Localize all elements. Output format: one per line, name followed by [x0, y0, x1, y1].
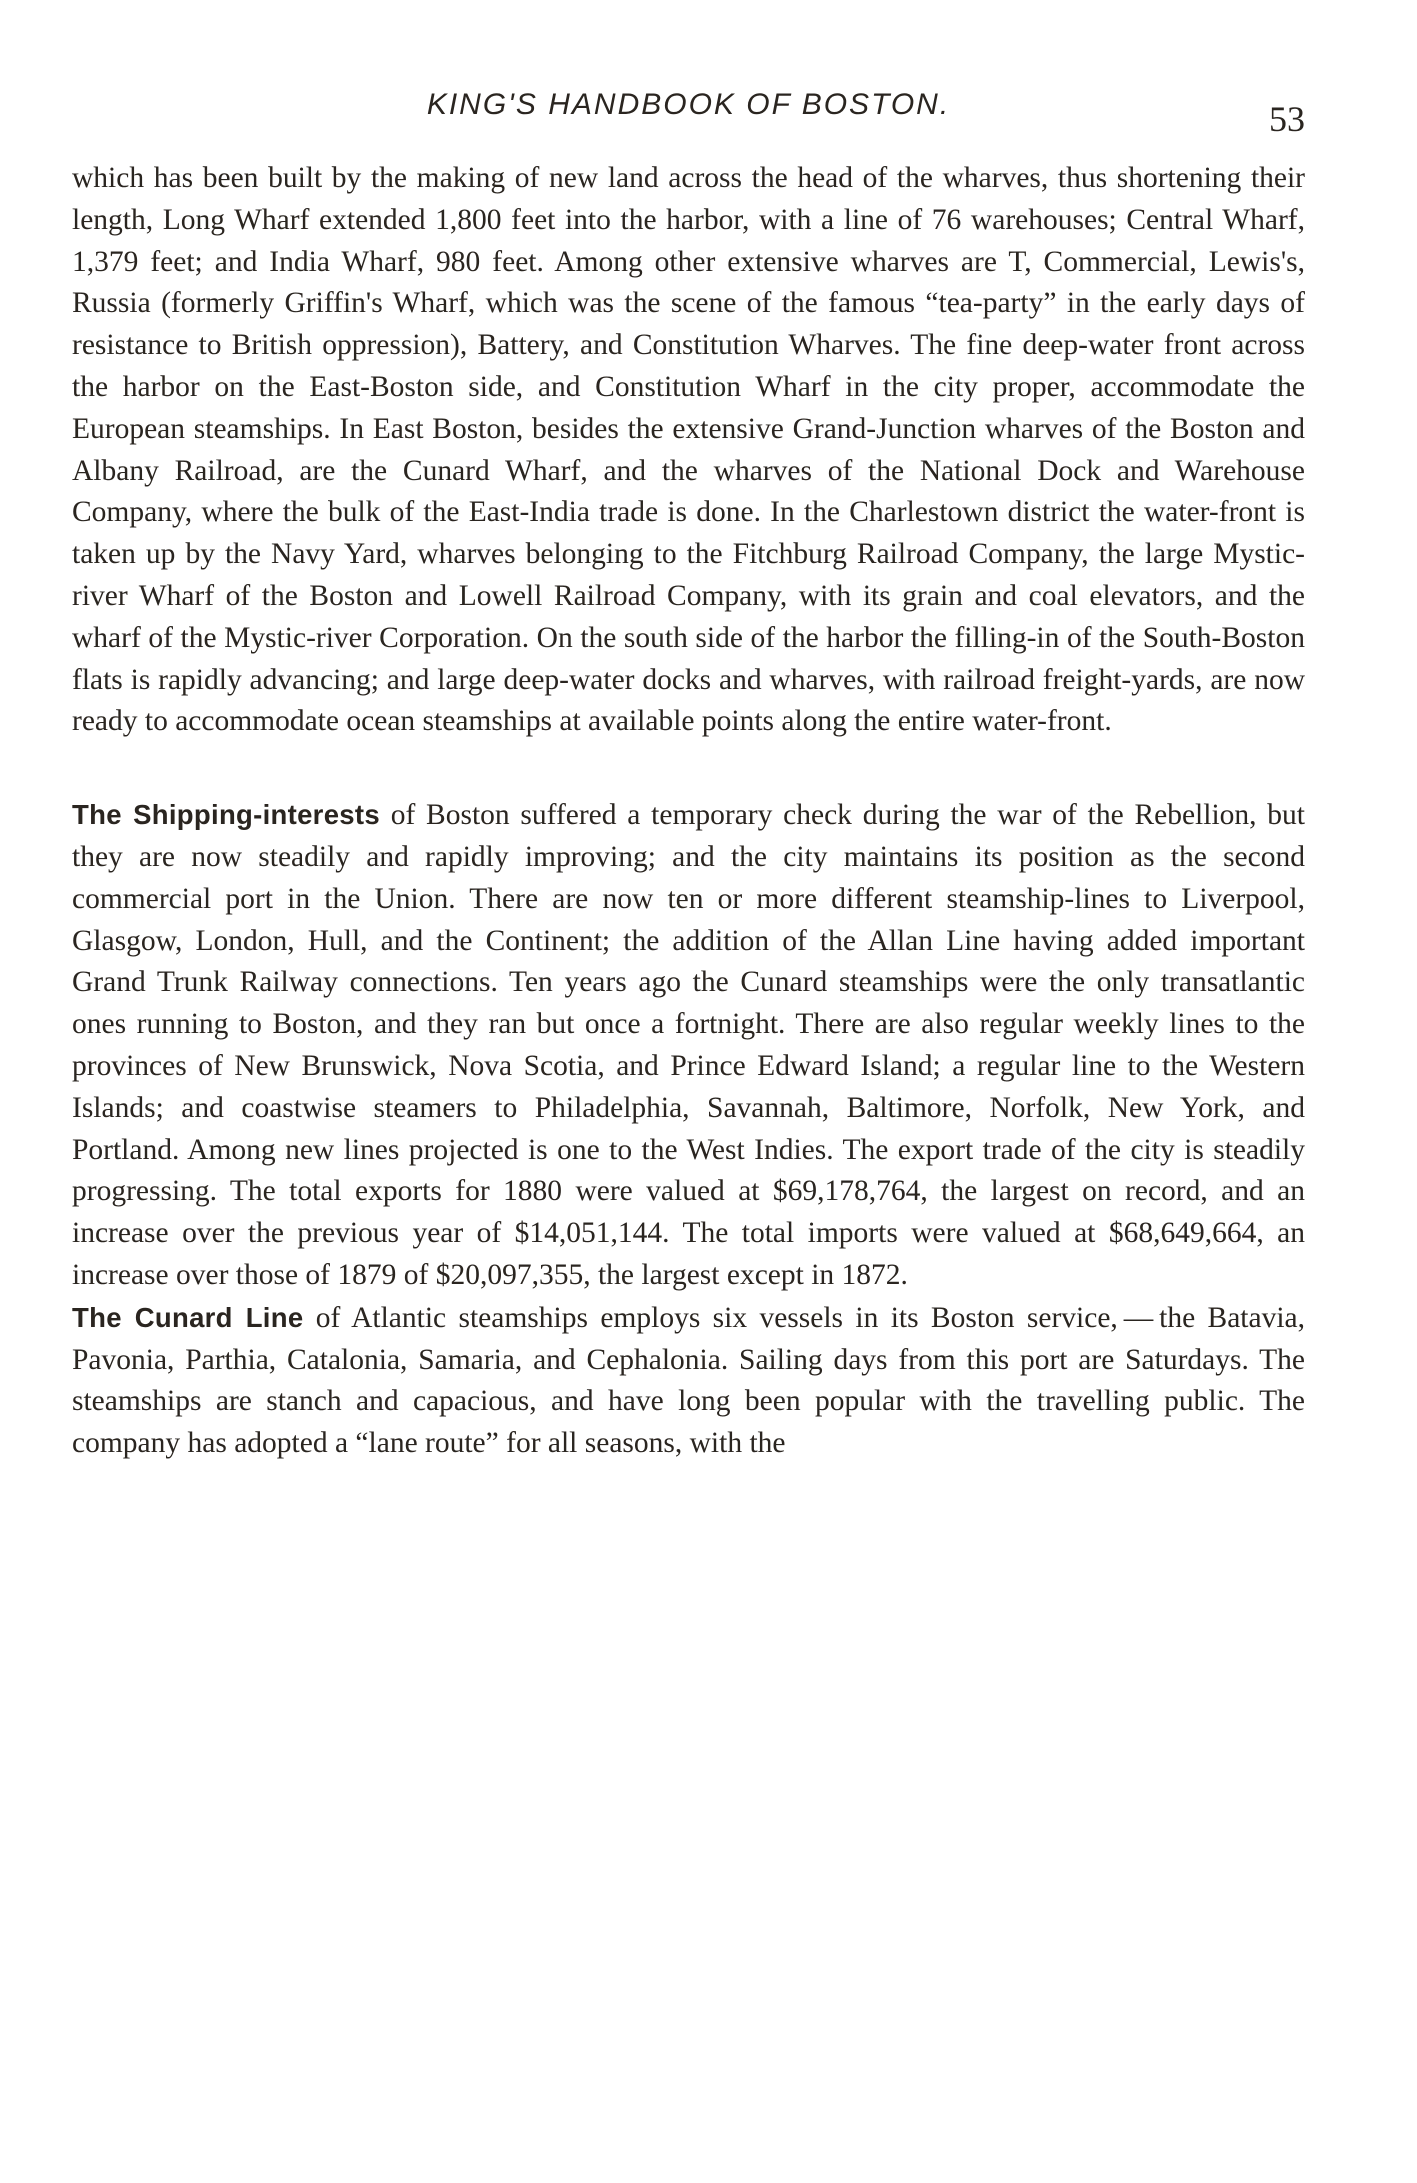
paragraph-wharves — [72, 158, 1305, 743]
paragraph-cunard-line-text: of Atlantic steamships employs six vessels in its Boston service, — the Batavia, Pavonia, Parthia, Catalonia, Samaria, and Cephalonia. Sailing days from this port are Saturdays. The steamships are stanch and capacious, and have long been popular with the travelling public. The company has adopted a “lane route” for all seasons, with the — [72, 1301, 1305, 1460]
running-title: KING'S HANDBOOK OF BOSTON. — [426, 88, 951, 121]
paragraph-wharves-text: which has been built by the making of new land across the head of the wharves, thus shortening their length, Long Wharf extended 1,800 feet into the harbor, with a line of 76 warehouses; Central Wharf, 1,379 feet; and India Wharf, 980 feet. Among other extensive wharves are T, Commercial, Lewis's, Russia (formerly Griffin's Wharf, which was the scene of the famous “tea-party” in the early days of resistance to British oppression), Battery, and Constitution Wharves. The fine deep-water front across the harbor on the East-Boston side, and Constitution Wharf in the city proper, accommodate the European steamships. In East Boston, besides the extensive Grand-Junction wharves of the Boston and Albany Railroad, are the Cunard Wharf, and the wharves of the National Dock and Warehouse Company, where the bulk of the East-India trade is done. In the Charlestown district the water-front is taken up by the Navy Yard, wharves belonging to the Fitchburg Railroad Company, the large Mystic-river Wharf of the Boston and Lowell Railroad Company, with its grain and coal elevators, and the wharf of the Mystic-river Corporation. On the south side of the harbor the filling-in of the South-Boston flats is rapidly advancing; and large deep-water docks and wharves, with railroad freight-yards, are now ready to accommodate ocean steamships at available points along the entire water-front. — [72, 162, 1305, 738]
paragraph-cunard-line-heading: The Cunard Line — [72, 1301, 304, 1333]
page-number: 53 — [1269, 99, 1305, 139]
paragraph-shipping-interests — [72, 794, 1305, 1297]
paragraph-shipping-interests-text: of Boston suffered a temporary check during the war of the Rebellion, but they are now steadily and rapidly improving; and the city maintains its position as the second commercial port in the Union. There are now ten or more different steamship-lines to Liverpool, Glasgow, London, Hull, and the Continent; the addition of the Allan Line having added important Grand Trunk Railway connections. Ten years ago the Cunard steamships were the only transatlantic ones running to Boston, and they ran but once a fortnight. There are also regular weekly lines to the provinces of New Brunswick, Nova Scotia, and Prince Edward Island; a regular line to the Western Islands; and coastwise steamers to Philadelphia, Savannah, Baltimore, Norfolk, New York, and Portland. Among new lines projected is one to the West Indies. The export trade of the city is steadily progressing. The total exports for 1880 were valued at $69,178,764, the largest on record, and an increase over the previous year of $14,051,144. The total imports were valued at $68,649,664, an increase over those of 1879 of $20,097,355, the largest except in 1872. — [72, 799, 1305, 1291]
running-head — [72, 82, 1305, 139]
paragraph-shipping-interests-heading: The Shipping-interests — [72, 799, 380, 831]
body-text — [72, 158, 1305, 1465]
paragraph-cunard-line — [72, 1297, 1305, 1465]
